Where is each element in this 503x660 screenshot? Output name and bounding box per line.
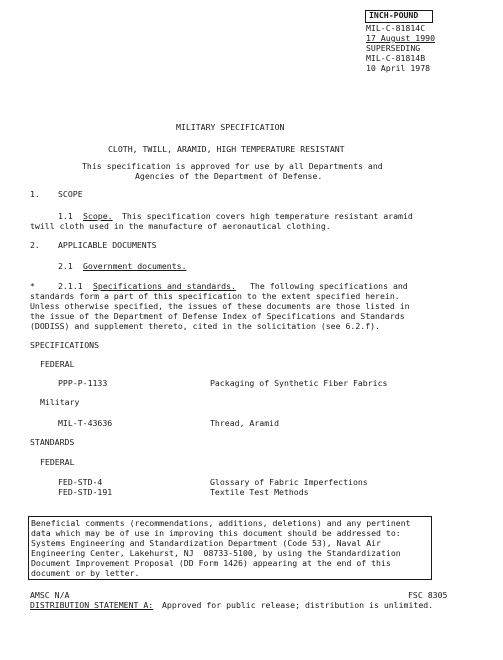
military-label: Military xyxy=(40,397,80,407)
para-2-1-1-number: 2.1.1 xyxy=(58,281,83,291)
federal-label-specs: FEDERAL xyxy=(40,359,75,369)
para-2-1-1-text-1: The following specifications and xyxy=(250,281,408,291)
doc-id-ppp-p-1133: PPP-P-1133 xyxy=(58,378,108,388)
superseded-date: 10 April 1978 xyxy=(366,63,431,73)
doc-id-fed-std-4: FED-STD-4 xyxy=(58,477,103,487)
doc-id-mil-t-43636: MIL-T-43636 xyxy=(58,418,113,428)
approval-line-2: Agencies of the Department of Defense. xyxy=(135,171,323,181)
doc-subject-title: CLOTH, TWILL, ARAMID, HIGH TEMPERATURE RESISTANT xyxy=(108,144,345,154)
para-1-1-number: 1.1 xyxy=(58,211,73,221)
para-2-1-heading: Government documents. xyxy=(83,261,187,271)
para-2-1-1-text-5: (DODISS) and supplement thereto, cited in the solicitation (see 6.2.f). xyxy=(30,321,380,331)
notice-line-3: Systems Engineering and Standardization Department (Code 53), Naval Air xyxy=(31,538,381,548)
standards-label: STANDARDS xyxy=(30,437,75,447)
distribution-statement-text: Approved for public release; distribution is unlimited. xyxy=(162,600,434,610)
doc-id-fed-std-191: FED-STD-191 xyxy=(58,487,113,497)
para-2-1-1-text-2: standards form a part of this specification to the extent specified herein. xyxy=(30,291,400,301)
notice-line-6: document or by letter. xyxy=(31,568,140,578)
para-2-1-1-text-3: Unless otherwise specified, the issues of these documents are those listed in xyxy=(30,301,410,311)
doc-title-fed-std-4: Glossary of Fabric Imperfections xyxy=(210,477,368,487)
notice-line-4: Engineering Center, Lakehurst, NJ 08733-5100, by using the Standardization xyxy=(31,548,401,558)
spec-id: MIL-C-81814C xyxy=(366,23,426,33)
notice-line-1: Beneficial comments (recommendations, additions, deletions) and any pertinent xyxy=(31,518,411,528)
para-2-1-1-text-4: the issue of the Department of Defense Index of Specifications and Standards xyxy=(30,311,405,321)
notice-line-5: Document Improvement Proposal (DD Form 1426) appearing at the end of this xyxy=(31,558,391,568)
superseded-id: MIL-C-81814B xyxy=(366,53,426,63)
notice-line-2: data which may be of use in improving this document should be addressed to: xyxy=(31,528,401,538)
para-1-1-text-1: This specification covers high temperature resistant aramid xyxy=(122,211,413,221)
para-1-1-text-2: twill cloth used in the manufacture of aeronautical clothing. xyxy=(30,221,331,231)
change-marker: * xyxy=(30,281,35,291)
fsc-label: FSC 8305 xyxy=(408,590,448,600)
doc-title-ppp-p-1133: Packaging of Synthetic Fiber Fabrics xyxy=(210,378,388,388)
distribution-statement-label: DISTRIBUTION STATEMENT A: xyxy=(30,600,154,610)
spec-date: 17 August 1990 xyxy=(366,33,436,43)
specifications-label: SPECIFICATIONS xyxy=(30,340,100,350)
superseding-label: SUPERSEDING xyxy=(366,43,421,53)
federal-label-standards: FEDERAL xyxy=(40,457,75,467)
para-1-1-heading: Scope. xyxy=(83,211,113,221)
doc-title-mil-t-43636: Thread, Aramid xyxy=(210,418,280,428)
approval-line-1: This specification is approved for use by all Departments and xyxy=(82,161,383,171)
doc-title-fed-std-191: Textile Test Methods xyxy=(210,487,309,497)
para-2-1-number: 2.1 xyxy=(58,261,73,271)
inch-pound-label: INCH-POUND xyxy=(369,10,419,20)
section-1-number: 1. xyxy=(30,189,40,199)
section-2-number: 2. xyxy=(30,240,40,250)
para-2-1-1-heading: Specifications and standards. xyxy=(93,281,236,291)
amsc-label: AMSC N/A xyxy=(30,590,70,600)
section-2-heading: APPLICABLE DOCUMENTS xyxy=(58,240,157,250)
section-1-heading: SCOPE xyxy=(58,189,83,199)
doc-type-title: MILITARY SPECIFICATION xyxy=(176,122,285,132)
